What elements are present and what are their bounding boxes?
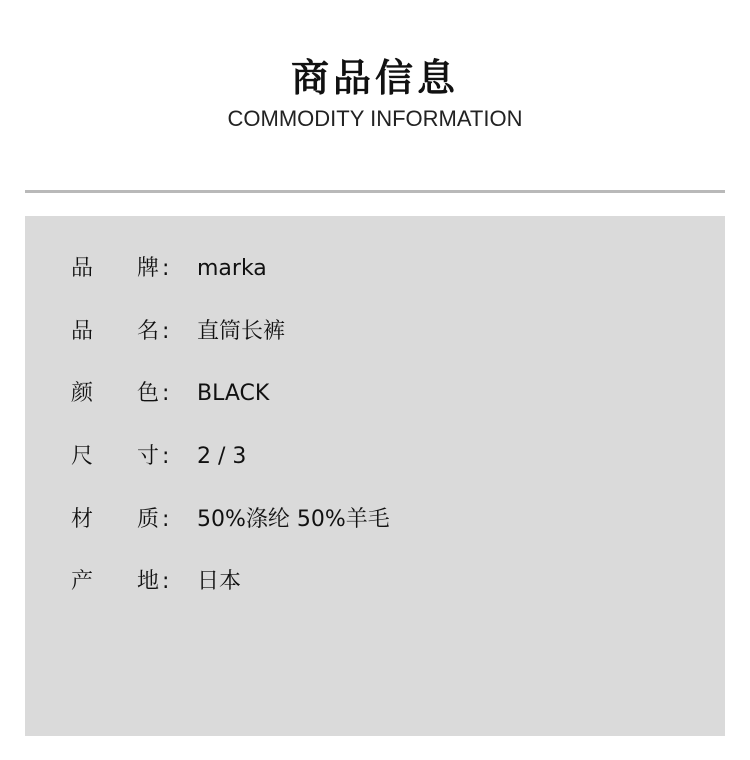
info-label-char-1: 材 (71, 507, 94, 532)
info-row-origin (71, 566, 241, 598)
info-label-colon: : (162, 256, 170, 281)
commodity-info-panel (25, 216, 725, 736)
info-label-char-1: 尺 (71, 444, 94, 469)
info-row-size (71, 441, 246, 473)
info-label-char-1: 产 (71, 569, 94, 594)
header-divider (25, 190, 725, 193)
info-label-colon: : (162, 319, 170, 344)
info-row-material (71, 504, 390, 536)
info-value-size: 2 / 3 (197, 444, 247, 469)
page-title: 商品信息 (290, 56, 459, 100)
info-value-product-name: 直筒长裤 (197, 319, 286, 344)
info-label-char-2: 质 (137, 507, 160, 532)
info-label-char-2: 地 (137, 569, 160, 594)
info-label-char-1: 颜 (71, 381, 94, 406)
info-label-colon: : (162, 444, 170, 469)
info-label-colon: : (162, 381, 170, 406)
header (0, 52, 750, 134)
info-row-brand (71, 253, 267, 285)
info-label-colon: : (162, 507, 170, 532)
info-label-colon: : (162, 569, 170, 594)
info-label-char-1: 品 (71, 319, 94, 344)
info-label-char-2: 色 (137, 381, 160, 406)
info-row-product-name (71, 316, 285, 348)
info-label-char-1: 品 (71, 256, 94, 281)
info-value-color: BLACK (197, 381, 270, 406)
info-label-char-2: 寸 (137, 444, 160, 469)
info-row-color (71, 378, 269, 410)
info-value-material: 50%涤纶 50%羊毛 (197, 507, 390, 532)
info-value-origin: 日本 (197, 569, 242, 594)
info-label-char-2: 名 (137, 319, 160, 344)
info-label-char-2: 牌 (137, 256, 160, 281)
info-value-brand: marka (197, 256, 267, 281)
page-subtitle: COMMODITY INFORMATION (227, 106, 523, 131)
